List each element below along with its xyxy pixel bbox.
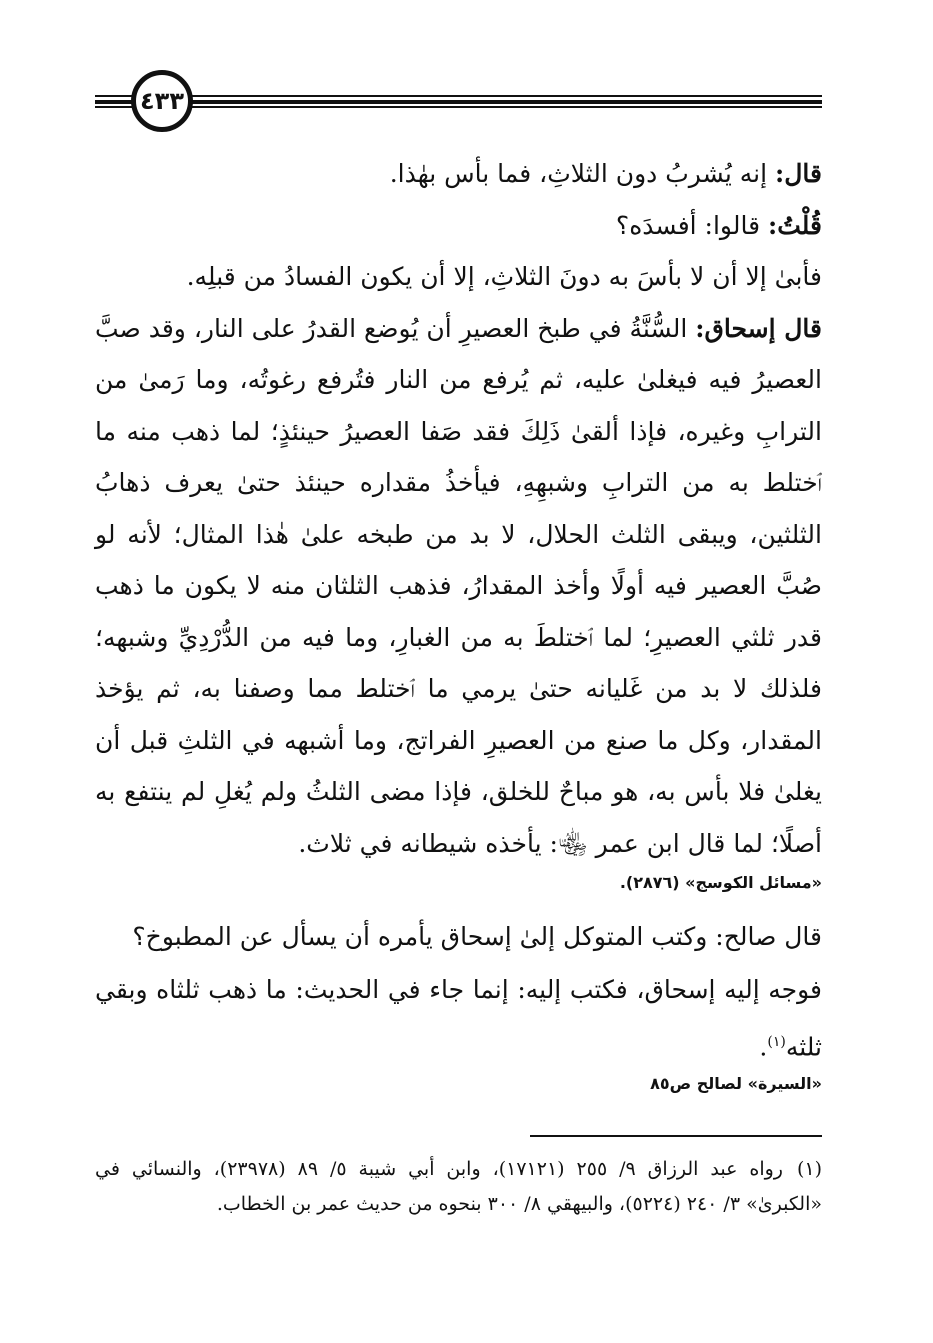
- paragraph-5: قال صالح: وكتب المتوكل إلىٰ إسحاق يأمره أن يسأل عن المطبوخ؟: [132, 922, 822, 951]
- paragraph-end: .: [759, 1032, 768, 1062]
- paragraph-4: [95, 303, 822, 870]
- source-text: «السيرة» لصالح ص٨٥: [650, 1074, 822, 1093]
- source-citation-1: [95, 873, 822, 892]
- source-text: «مسائل الكوسج» (٢٨٧٦).: [619, 873, 822, 892]
- footnote: [95, 1152, 822, 1222]
- second-block: [95, 910, 822, 1073]
- paragraph-3: فأبىٰ إلا أن لا بأسَ به دونَ الثلاثِ، إلا أن يكون الفسادُ من قبلِه.: [186, 262, 822, 291]
- source-citation-2: [95, 1074, 822, 1093]
- header-rule-top: [95, 95, 822, 97]
- main-text: [95, 148, 822, 869]
- footnote-number: (١): [796, 1158, 823, 1180]
- footnote-text: رواه عبد الرزاق ٩/ ٢٥٥ (١٧١٢١)، وابن أبي شيبة ٥/ ٨٩ (٢٣٩٧٨)، والنسائي في «الكبرىٰ» ٣/ ٢٤٠ (٥٢٢٤)، والبيهقي ٨/ ٣٠٠ بنحوه من حديث عمر بن الخطاب.: [95, 1158, 822, 1215]
- paragraph-text: السُّنَّةُ في طبخ العصيرِ أن يُوضع القدرُ على النار، وقد صبَّ العصيرُ فيه فيغلىٰ عليه، ثم يُرفع من النار فتُرفع رغوتُه، وما رَمىٰ من الترابِ وغيره، فإذا ألقىٰ ذَلِكَ فقد صَفا العصيرُ حينئذٍ؛ لما ذهب منه ما ٱختلط به من الترابِ وشبهِهِ، فيأخذُ مقداره حينئذ حتىٰ يعرف ذهابُ الثلثين، ويبقى الثلث الحلال، لا بد من طبخه علىٰ هٰذا المثال؛ لأنه لو صُبَّ العصير فيه أولًا وأخذ المقدارُ، فذهب الثلثان منه لا يكون ما ذهب قدر ثلثي العصيرِ؛ لما ٱختلطَ به من الغبارِ، وما فيه من الدُّرْدِيِّ وشبهه؛ فلذلك لا بد من غَليانه حتىٰ يرمي ما ٱختلط مما وصفنا به، ثم يؤخذ المقدار، وكل ما صنع من العصيرِ الفراتج، وما أشبهه في الثلثِ قبل أن يغلىٰ فلا بأس به، هو مباحٌ للخلق، فإذا مضى الثلثُ ولم يُغلِ لم ينتفع به أصلًا؛ لما قال ابن عمر ﵄: يأخذه شيطانه في ثلاث.: [95, 313, 822, 858]
- header-rule-thick: [95, 100, 822, 104]
- paragraph-text: فوجه إليه إسحاق، فكتب إليه: إنما جاء في الحديث: ما ذهب ثلثاه وبقي ثلثه: [95, 975, 822, 1062]
- header-rule-bottom: [95, 106, 822, 108]
- paragraph-2: [95, 200, 822, 252]
- footnote-divider: [530, 1135, 822, 1137]
- speaker-label: قُلْتُ:: [767, 210, 822, 240]
- paragraph-1: [95, 148, 822, 200]
- paragraph-text: إنه يُشربُ دون الثلاثِ، فما بأس بهٰذا.: [389, 159, 776, 188]
- paragraph-6: [95, 963, 822, 1073]
- paragraph-text: قالوا: أفسدَه؟: [615, 210, 768, 240]
- footnote-ref[interactable]: (١): [767, 1034, 786, 1050]
- page-header: [95, 70, 822, 130]
- page-number: ٤٣٣: [131, 70, 193, 132]
- speaker-label: قال إسحاق:: [695, 313, 822, 343]
- speaker-label: قال:: [775, 159, 822, 188]
